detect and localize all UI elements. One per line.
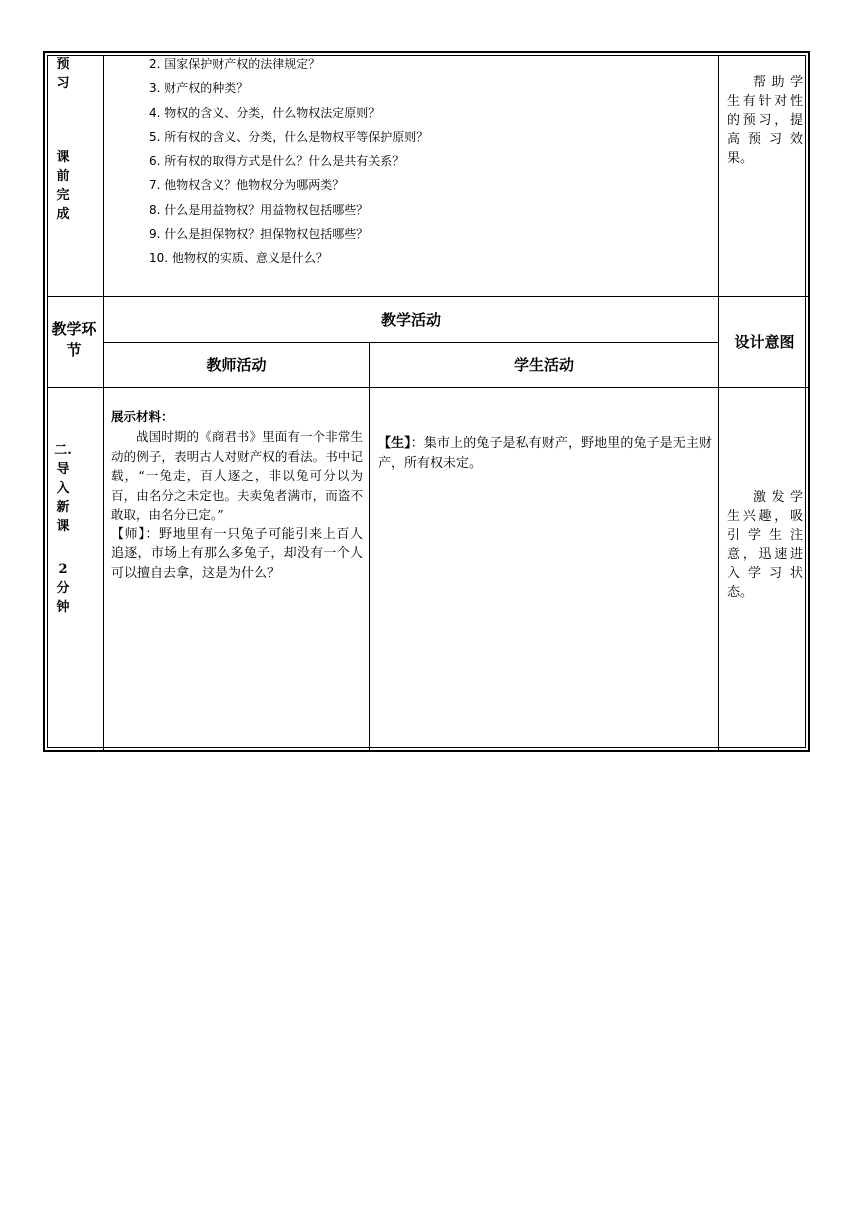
question-item: 2. 国家保护财产权的法律规定？ xyxy=(149,57,321,71)
intro-intent: 激发学生兴趣，吸引学生注意，迅速进入学习状态。 xyxy=(727,490,803,600)
header-student: 学生活动 xyxy=(513,356,574,374)
intro-label-1: 二. xyxy=(54,443,72,458)
lesson-plan-table xyxy=(43,51,810,752)
col-divider-2 xyxy=(718,55,719,750)
intro-duration-3: 钟 xyxy=(56,600,70,615)
intro-label-2: 导 xyxy=(56,462,70,477)
row-divider-1 xyxy=(47,296,808,297)
row-divider-sub xyxy=(103,342,718,343)
intro-label-3: 入 xyxy=(56,481,70,496)
teacher-activity xyxy=(111,407,363,583)
teacher-text: ：野地里有一只兔子可能引来上百人追逐，市场上有那么多兔子，却没有一个人可以擅自去拿，这是为什么？ xyxy=(111,526,363,581)
prep-label-b-3: 完 xyxy=(56,188,70,203)
material-text: 战国时期的《商君书》里面有一个非常生动的例子，表明古人对财产权的看法。书中记载，“一兔走，百人逐之，非以兔可分以为百，由名分之未定也。夫卖兔者满市，而盗不敢取，由名分已定。” xyxy=(111,429,363,522)
col-divider-1 xyxy=(103,55,104,750)
header-activities: 教学活动 xyxy=(380,311,441,329)
intro-label xyxy=(48,441,78,617)
question-item: 10. 他物权的实质、意义是什么？ xyxy=(149,251,328,266)
row-divider-2 xyxy=(47,387,808,388)
header-section: 教学环节 xyxy=(51,320,97,359)
question-item: 3. 财产权的种类？ xyxy=(149,81,249,96)
student-text: ：集市上的兔子是私有财产，野地里的兔子是无主财产，所有权未定。 xyxy=(378,436,712,471)
question-item: 7. 他物权含义？他物权分为哪两类？ xyxy=(149,178,345,193)
intro-label-4: 新 xyxy=(56,500,70,515)
prep-label xyxy=(48,55,78,224)
question-item: 9. 什么是担保物权？担保物权包括哪些？ xyxy=(149,227,369,242)
col-divider-mid xyxy=(369,343,370,750)
question-item: 4. 物权的含义、分类，什么物权法定原则？ xyxy=(149,105,381,120)
intro-duration-1: 2 xyxy=(58,562,68,577)
header-design: 设计意图 xyxy=(734,333,795,351)
question-item: 5. 所有权的含义、分类，什么是物权平等保护原则？ xyxy=(149,129,429,144)
prep-label-a-1: 预 xyxy=(56,57,70,72)
prep-label-b-4: 成 xyxy=(56,207,70,222)
prep-label-b-1: 课 xyxy=(56,150,70,165)
material-title: 展示材料： xyxy=(111,409,174,424)
prep-label-a-2: 习 xyxy=(56,76,70,91)
prep-intent: 帮助学生有针对性的预习，提高预习效果。 xyxy=(727,75,803,166)
intro-label-5: 课 xyxy=(56,519,70,534)
teacher-question xyxy=(111,525,363,584)
question-item: 8. 什么是用益物权？用益物权包括哪些？ xyxy=(149,202,369,217)
student-tag: 【生】 xyxy=(378,436,411,451)
intro-duration-2: 分 xyxy=(56,581,70,596)
header-teacher: 教师活动 xyxy=(206,356,267,374)
prep-questions xyxy=(149,54,709,273)
question-item: 6. 所有权的取得方式是什么？什么是共有关系？ xyxy=(149,154,405,169)
prep-label-b-2: 前 xyxy=(56,169,70,184)
teacher-tag: 【师】 xyxy=(111,526,146,542)
student-activity xyxy=(378,434,712,473)
